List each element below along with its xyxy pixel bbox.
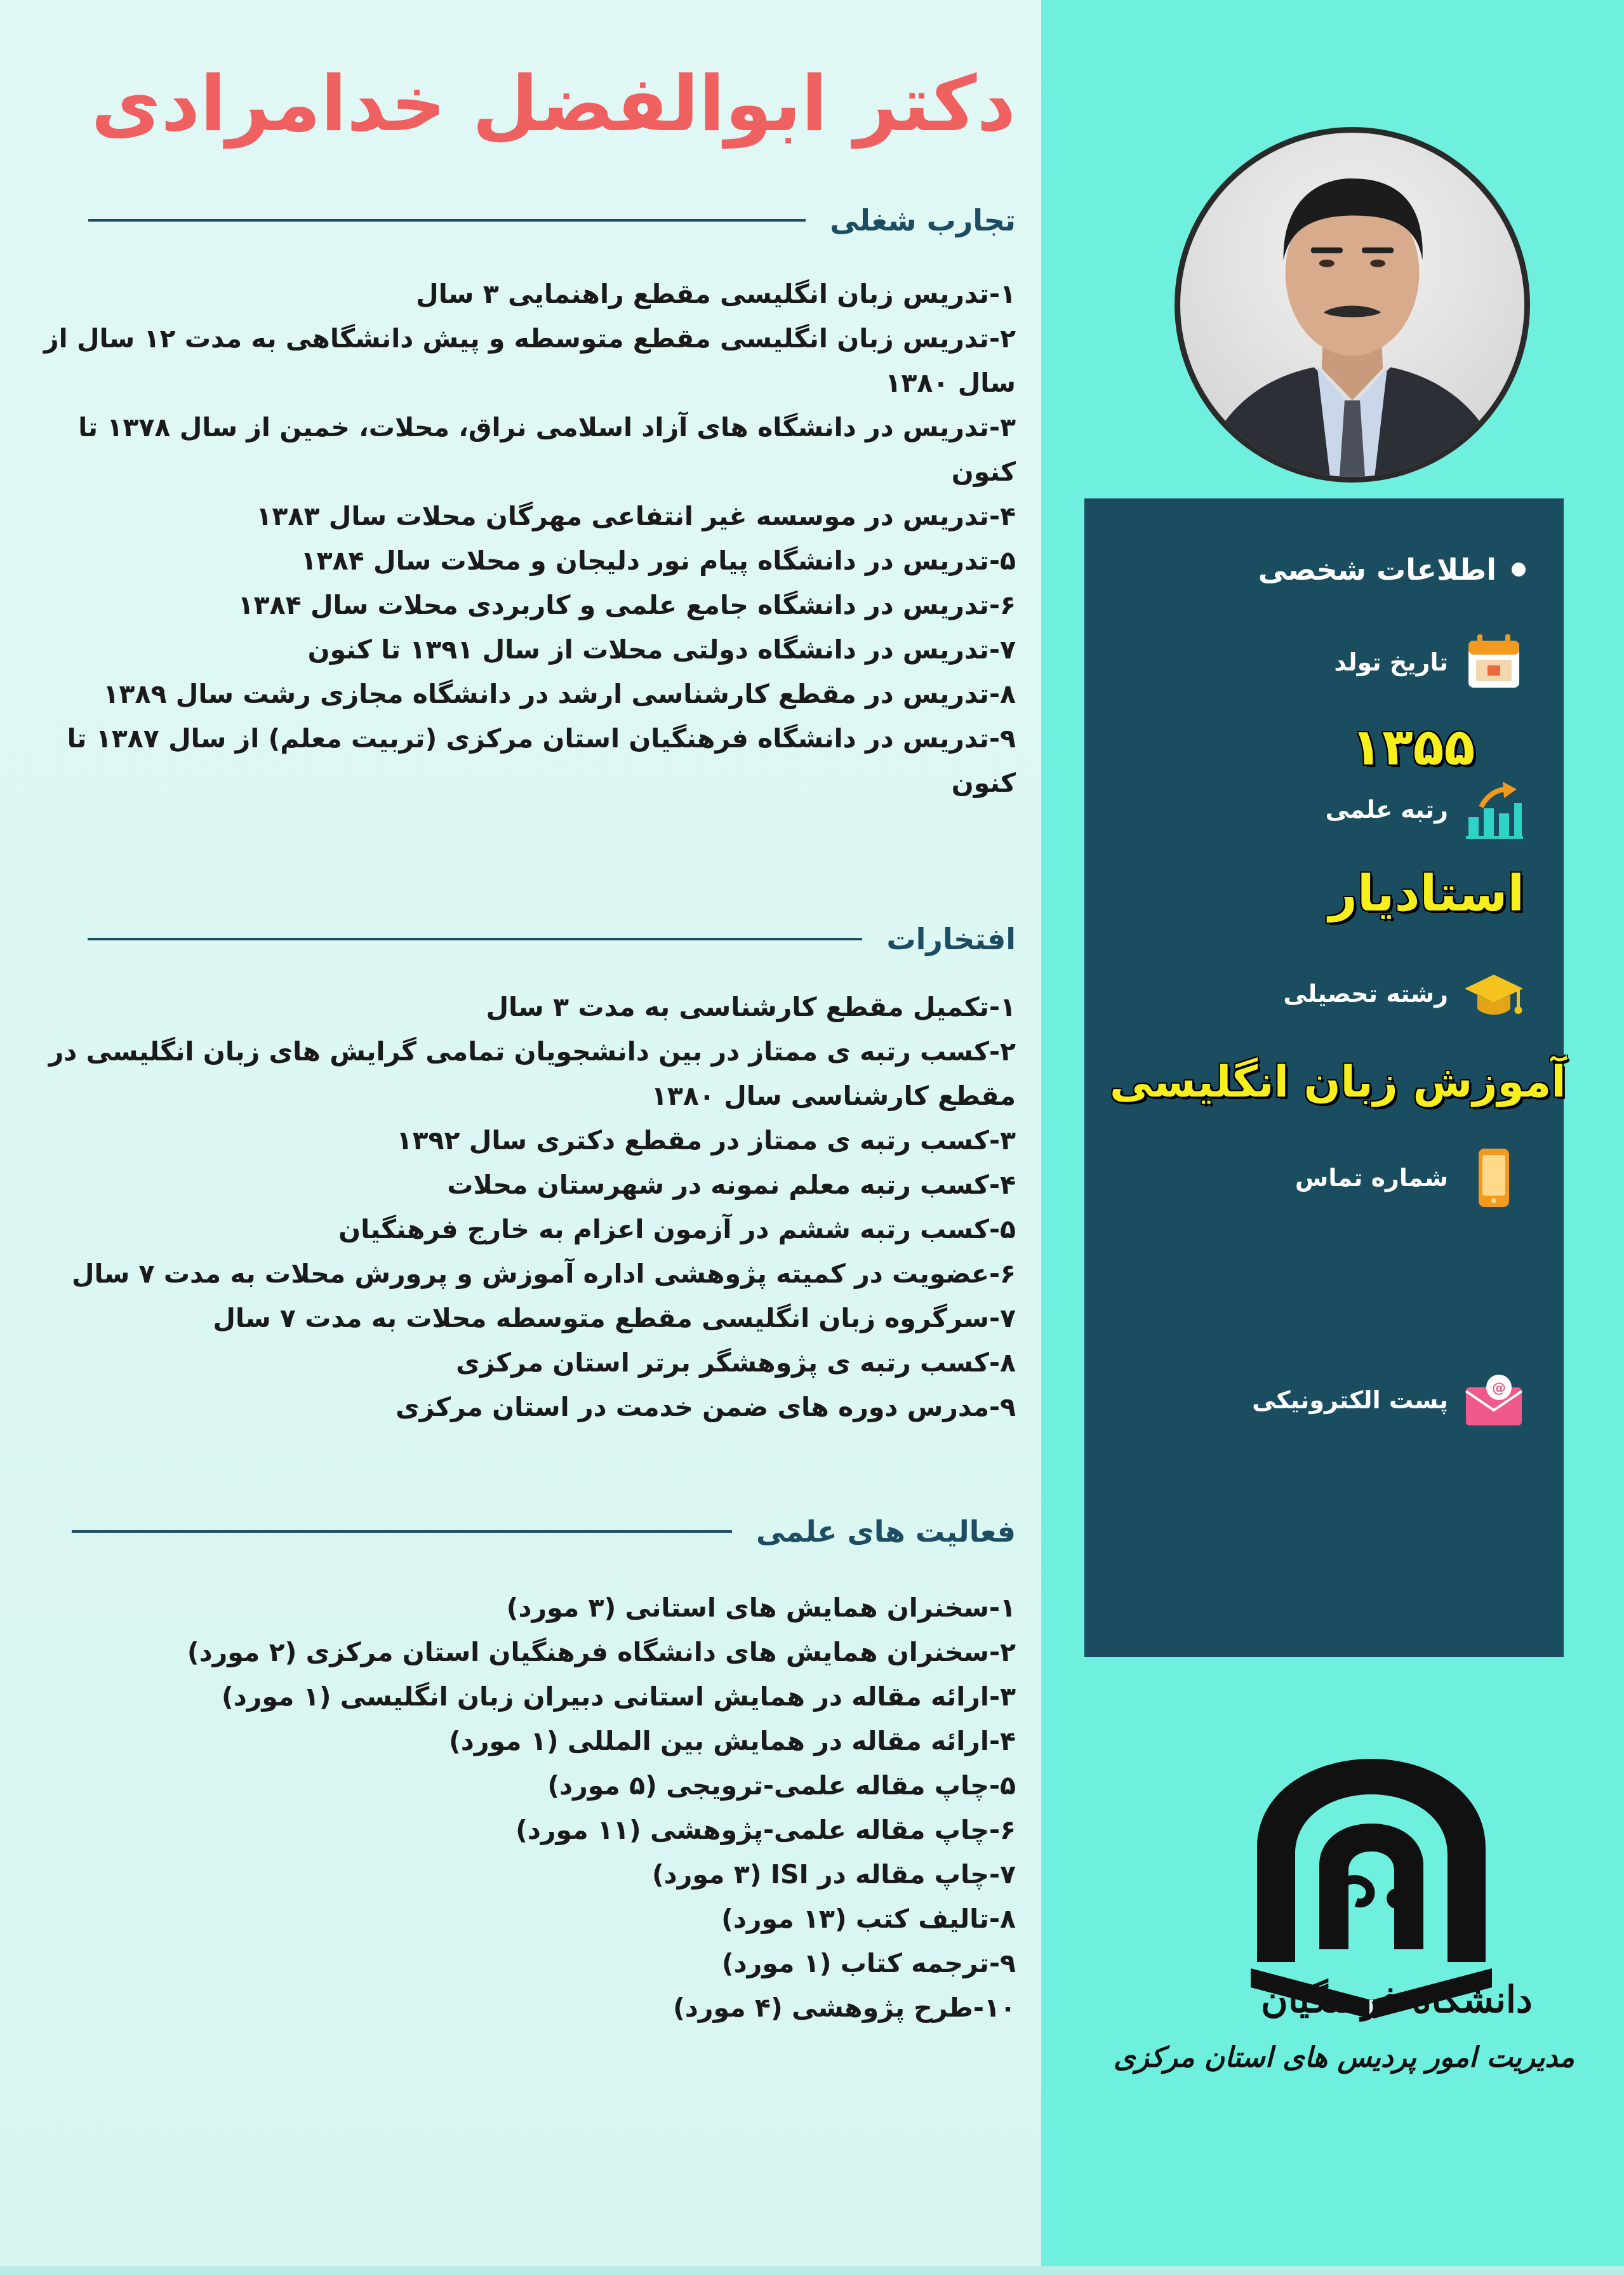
mobile-phone-icon bbox=[1462, 1146, 1526, 1210]
portrait-photo bbox=[1180, 133, 1524, 477]
graduation-cap-icon bbox=[1462, 962, 1526, 1025]
experience-item: ۵-تدریس در دانشگاه پیام نور دلیجان و محلات سال ۱۳۸۴ bbox=[300, 545, 1016, 576]
honor-item: ۱-تکمیل مقطع کارشناسی به مدت ۳ سال bbox=[486, 992, 1016, 1022]
honor-item: مقطع کارشناسی سال ۱۳۸۰ bbox=[651, 1081, 1016, 1111]
phone-label: شماره تماس bbox=[1295, 1164, 1448, 1192]
activity-item: ۴-ارائه مقاله در همایش بین المللی (۱ مورد) bbox=[449, 1726, 1016, 1756]
field-of-study-label: رشته تحصیلی bbox=[1283, 980, 1448, 1008]
honors-list bbox=[25, 985, 1016, 1429]
personal-info-title: اطلاعات شخصی bbox=[1258, 552, 1496, 587]
email-row bbox=[1252, 1368, 1526, 1432]
experience-item: کنون bbox=[951, 768, 1016, 798]
honor-item: ۵-کسب رتبه ششم در آزمون اعزام به خارج فرهنگیان bbox=[338, 1214, 1016, 1244]
experience-item: کنون bbox=[951, 457, 1016, 487]
activity-item: ۳-ارائه مقاله در همایش استانی دبیران زبان انگلیسی (۱ مورد) bbox=[221, 1681, 1016, 1712]
honor-item: ۹-مدرس دوره های ضمن خدمت در استان مرکزی bbox=[396, 1392, 1016, 1422]
experience-item: ۳-تدریس در دانشگاه های آزاد اسلامی نراق، محلات، خمین از سال ۱۳۷۸ تا bbox=[78, 412, 1016, 443]
experience-item: ۲-تدریس زبان انگلیسی مقطع متوسطه و پیش دانشگاهی به مدت ۱۲ سال از bbox=[44, 323, 1016, 354]
activity-item: ۲-سخنران همایش های دانشگاه فرهنگیان استان مرکزی (۲ مورد) bbox=[187, 1637, 1016, 1667]
activity-item: ۹-ترجمه کتاب (۱ مورد) bbox=[721, 1948, 1016, 1978]
activities-list bbox=[127, 1585, 1016, 2030]
academic-rank-label: رتبه علمی bbox=[1325, 796, 1448, 824]
calendar-icon bbox=[1462, 630, 1526, 694]
birth-date-value: ۱۳۵۵ bbox=[1351, 717, 1475, 777]
experience-item: ۷-تدریس در دانشگاه دولتی محلات از سال ۱۳۹۱ تا کنون bbox=[307, 634, 1016, 665]
person-silhouette-icon bbox=[1180, 133, 1524, 477]
honor-item: ۲-کسب رتبه ی ممتاز در بین دانشجویان تمامی گرایش های زبان انگلیسی در bbox=[48, 1036, 1016, 1067]
section-activities-heading bbox=[72, 1514, 1016, 1549]
section-honors-heading bbox=[88, 922, 1016, 956]
logo-university-name: دانشگاه فرهنگیان bbox=[1261, 1978, 1533, 2021]
experience-item: ۹-تدریس در دانشگاه فرهنگیان استان مرکزی (تربیت معلم) از سال ۱۳۸۷ تا bbox=[67, 723, 1016, 754]
email-envelope-icon bbox=[1462, 1368, 1526, 1432]
section-experience-title: تجارب شغلی bbox=[830, 203, 1016, 237]
experience-item: ۶-تدریس در دانشگاه جامع علمی و کاربردی محلات سال ۱۳۸۴ bbox=[237, 590, 1016, 620]
svg-text:@: @ bbox=[1492, 1380, 1506, 1396]
bullet-icon bbox=[1512, 563, 1526, 577]
academic-rank-row bbox=[1326, 778, 1526, 841]
experience-item: ۴-تدریس در موسسه غیر انتفاعی مهرگان محلات سال ۱۳۸۳ bbox=[256, 501, 1016, 531]
page-title: دکتر ابوالفضل خدامرادی bbox=[91, 60, 1016, 149]
activity-item: ۵-چاپ مقاله علمی-ترویجی (۵ مورد) bbox=[547, 1770, 1016, 1801]
section-experience-heading bbox=[88, 203, 1016, 237]
activity-item: ۱-سخنران همایش های استانی (۳ مورد) bbox=[506, 1592, 1016, 1623]
academic-rank-value: استادیار bbox=[1329, 865, 1525, 923]
logo-department-name: مدیریت امور پردیس های استان مرکزی bbox=[1113, 2041, 1574, 2074]
experience-item: سال ۱۳۸۰ bbox=[885, 368, 1016, 398]
honor-item: ۸-کسب رتبه ی پژوهشگر برتر استان مرکزی bbox=[456, 1347, 1016, 1378]
growth-chart-icon bbox=[1462, 778, 1526, 841]
section-honors-title: افتخارات bbox=[886, 922, 1016, 956]
bottom-strip bbox=[0, 2266, 1624, 2275]
activity-item: ۸-تالیف کتب (۱۳ مورد) bbox=[721, 1904, 1016, 1934]
birth-date-label: تاریخ تولد bbox=[1334, 648, 1448, 676]
honor-item: ۴-کسب رتبه معلم نمونه در شهرستان محلات bbox=[447, 1170, 1016, 1200]
activity-item: ۱۰-طرح پژوهشی (۴ مورد) bbox=[673, 1992, 1016, 2023]
honor-item: ۶-عضویت در کمیته پژوهشی اداره آموزش و پرورش محلات به مدت ۷ سال bbox=[71, 1258, 1016, 1289]
activity-item: ۷-چاپ مقاله در ISI (۳ مورد) bbox=[651, 1859, 1016, 1890]
section-divider bbox=[88, 219, 806, 222]
experience-list bbox=[25, 272, 1016, 805]
experience-item: ۸-تدریس در مقطع کارشناسی ارشد در دانشگاه مجازی رشت سال ۱۳۸۹ bbox=[103, 679, 1016, 709]
activity-item: ۶-چاپ مقاله علمی-پژوهشی (۱۱ مورد) bbox=[516, 1815, 1016, 1845]
honor-item: ۳-کسب رتبه ی ممتاز در مقطع دکتری سال ۱۳۹۲ bbox=[396, 1125, 1016, 1156]
personal-info-panel bbox=[1084, 498, 1564, 1657]
section-activities-title: فعالیت های علمی bbox=[755, 1514, 1016, 1549]
section-divider bbox=[88, 938, 862, 940]
email-label: پست الکترونیکی bbox=[1252, 1386, 1448, 1414]
birth-date-row bbox=[1334, 630, 1526, 694]
portrait-frame bbox=[1175, 127, 1530, 483]
experience-item: ۱-تدریس زبان انگلیسی مقطع راهنمایی ۳ سال bbox=[416, 279, 1016, 309]
section-divider bbox=[72, 1530, 732, 1533]
field-of-study-row bbox=[1283, 962, 1526, 1025]
phone-row bbox=[1295, 1146, 1526, 1210]
field-of-study-value: آموزش زبان انگلیسی bbox=[1110, 1057, 1566, 1107]
personal-info-heading bbox=[1258, 552, 1526, 587]
honor-item: ۷-سرگروه زبان انگلیسی مقطع متوسطه محلات به مدت ۷ سال bbox=[213, 1303, 1016, 1333]
